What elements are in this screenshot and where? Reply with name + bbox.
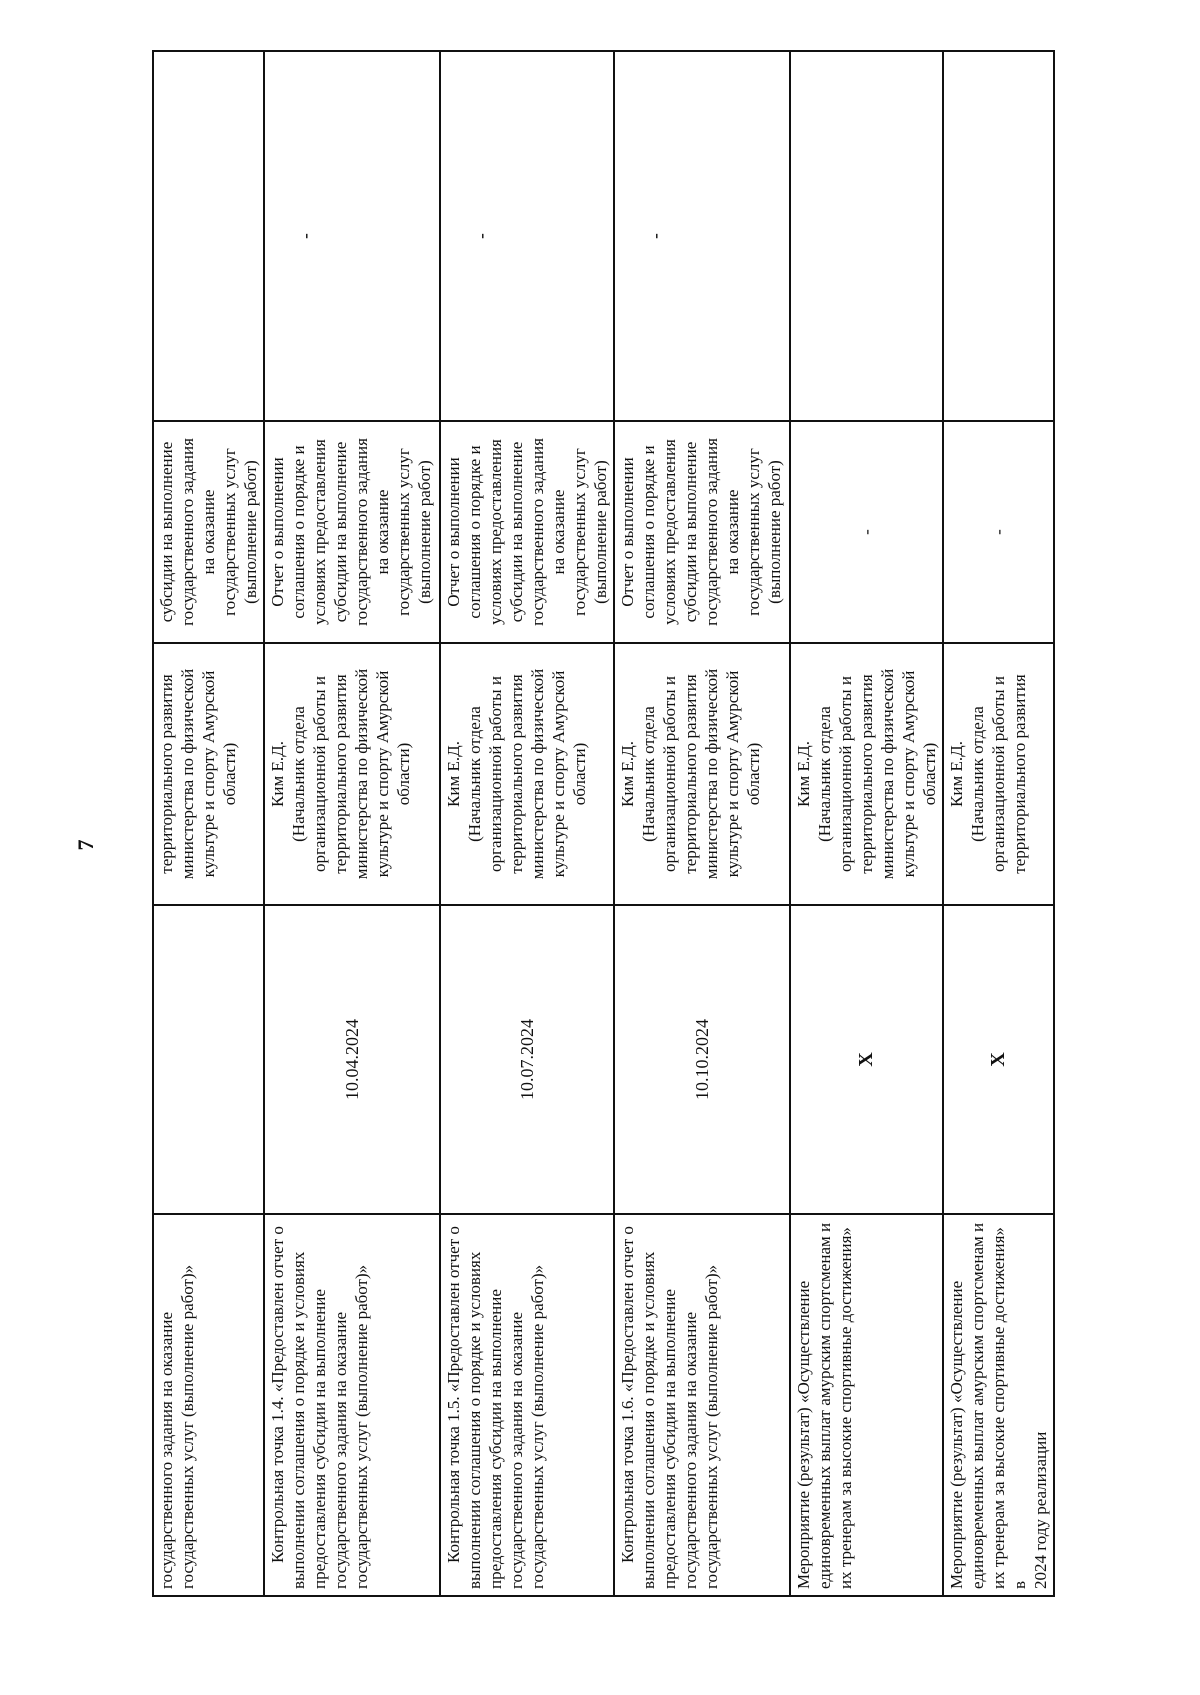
cell-responsible: Ким Е.Д. (Начальник отдела организационной работы и территориального развития [943,643,1054,905]
cell-date: 10.10.2024 [614,905,790,1214]
cell-system [614,51,790,421]
page-number: 7 [73,839,98,851]
cell-responsible: Ким Е.Д. (Начальник отдела организационной работы и территориального развития министерства по физической культуре и спорту Амурской области) [440,643,614,905]
table-row [614,51,790,1596]
cell-document: - [790,421,943,643]
cell-responsible: территориального развития министерства по физической культуре и спорту Амурской области) [153,643,264,905]
cell-system [440,51,614,421]
cell-date: 10.04.2024 [264,905,440,1214]
table-row [790,51,943,1596]
cell-date [153,905,264,1214]
plan-table [152,50,1055,1597]
cell-system [790,51,943,421]
cell-date: 10.07.2024 [440,905,614,1214]
cell-event-name: Контрольная точка 1.5. «Предоставлен отчет о выполнении соглашения о порядке и условиях предоставления субсидии на выполнение государственного задания на оказание государственных услуг (выполнение работ)» [440,1214,614,1596]
table-row [440,51,614,1596]
cell-document: - [943,421,1054,643]
system-value: - [296,233,315,239]
cell-date: X [790,905,943,1214]
table-container [152,52,1050,1597]
cell-document: Отчет о выполнении соглашения о порядке и условиях предоставления субсидии на выполнение государственного задания на оказание государственных услуг (выполнение работ) [614,421,790,643]
system-value: - [646,233,665,239]
cell-event-name: Мероприятие (результат) «Осуществление единовременных выплат амурским спортсменам и их тренерам за высокие спортивные достижения» в 2024 году реализации [943,1214,1054,1596]
table-row [943,51,1054,1596]
cell-system [264,51,440,421]
cell-system [943,51,1054,421]
cell-responsible: Ким Е.Д. (Начальник отдела организационной работы и территориального развития министерства по физической культуре и спорту Амурской области) [614,643,790,905]
table-row [153,51,264,1596]
cell-event-name: государственного задания на оказание государственных услуг (выполнение работ)» [153,1214,264,1596]
cell-event-name: Контрольная точка 1.6. «Предоставлен отчет о выполнении соглашения о порядке и условиях предоставления субсидии на выполнение государственного задания на оказание государственных услуг (выполнение работ)» [614,1214,790,1596]
cell-document: Отчет о выполнении соглашения о порядке и условиях предоставления субсидии на выполнение государственного задания на оказание государственных услуг (выполнение работ) [440,421,614,643]
system-value: - [472,233,491,239]
cell-document: Отчет о выполнении соглашения о порядке и условиях предоставления субсидии на выполнение государственного задания на оказание государственных услуг (выполнение работ) [264,421,440,643]
cell-date: X [943,905,1054,1214]
cell-event-name: Мероприятие (результат) «Осуществление единовременных выплат амурским спортсменам и их тренерам за высокие спортивные достижения» [790,1214,943,1596]
cell-document: субсидии на выполнение государственного задания на оказание государственных услуг (выполнение работ) [153,421,264,643]
cell-responsible: Ким Е.Д. (Начальник отдела организационной работы и территориального развития министерства по физической культуре и спорту Амурской области) [264,643,440,905]
cell-system [153,51,264,421]
cell-event-name: Контрольная точка 1.4. «Предоставлен отчет о выполнении соглашения о порядке и условиях предоставления субсидии на выполнение государственного задания на оказание государственных услуг (выполнение работ)» [264,1214,440,1596]
table-row [264,51,440,1596]
cell-responsible: Ким Е.Д. (Начальник отдела организационной работы и территориального развития министерства по физической культуре и спорту Амурской области) [790,643,943,905]
